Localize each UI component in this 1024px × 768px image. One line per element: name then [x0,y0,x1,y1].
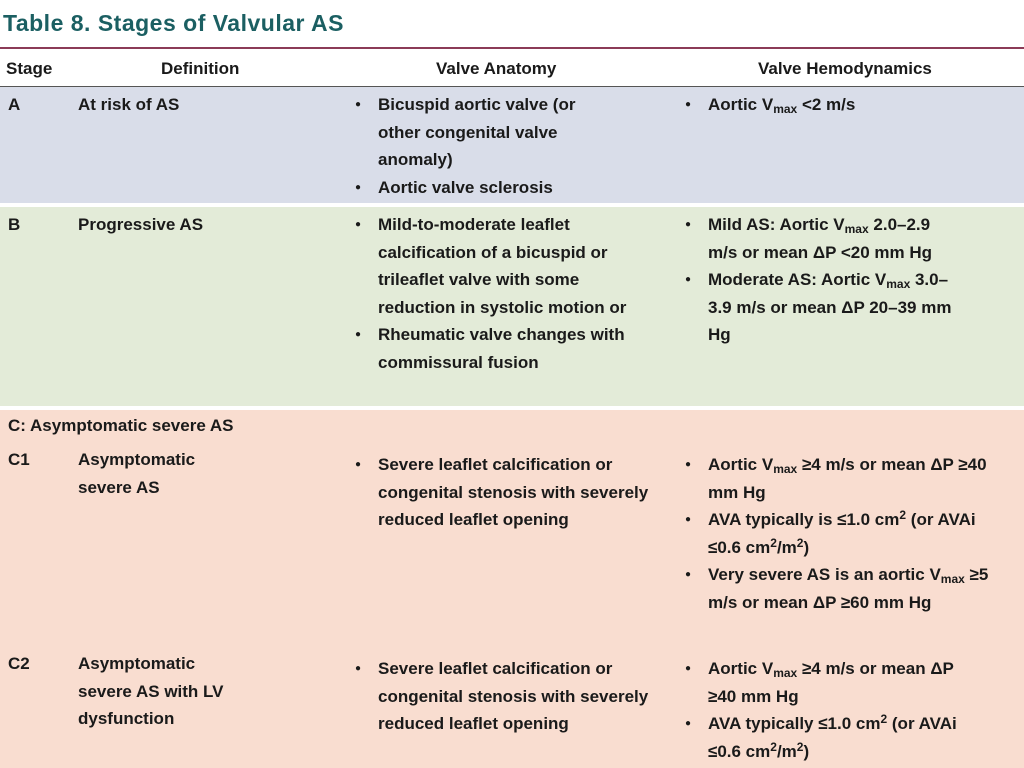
hemodynamics-bullet: ● Aortic $V_{max} \ge 4$ m/s or mean ΔP ≥40 mm Hg [682,655,982,710]
anatomy-cell [352,211,652,376]
anatomy-bullet: ● Rheumatic valve changes with commissural fusion [352,321,652,376]
hemodynamics-bullet: ● Very severe AS is an aortic $V_{max} \ge 5$ m/s or mean ΔP ≥60 mm Hg [682,561,1002,616]
table-header [0,51,1024,86]
hemodynamics-cell [682,91,1002,119]
anatomy-bullet: ● Mild-to-moderate leaflet calcification of a bicuspid or trileaflet valve with some reduction in systolic motion or [352,211,652,321]
table-row-c [0,410,1024,768]
hemodynamics-cell [682,211,952,349]
definition-cell: Progressive AS [78,215,204,234]
header-hemodynamics: Valve Hemodynamics [758,59,932,78]
anatomy-cell [352,655,652,738]
table-row-a [0,87,1024,203]
anatomy-bullet: ● Aortic valve sclerosis [352,174,602,202]
stage-cell: C2 [8,654,30,673]
hemodynamics-bullet: ● Mild AS: Aortic $V_{max}$ 2.0–2.9 m/s or mean ΔP <20 mm Hg [682,211,952,266]
title-rule [0,47,1024,49]
stage-cell: A [8,95,21,114]
table-title: Table 8. Stages of Valvular AS [3,10,344,36]
hemodynamics-cell [682,655,982,765]
hemodynamics-bullet: ● Aortic $V_{max} <2$ m/s [682,91,1002,119]
hemodynamics-bullet: ● AVA typically ≤1.0 $cm^2$ (or AVAi ≤0.6 $cm^2/m^2$) [682,710,982,765]
anatomy-bullet: ● Severe leaflet calcification or congenital stenosis with severely reduced leaflet opening [352,451,652,534]
header-anatomy: Valve Anatomy [436,59,557,78]
anatomy-bullet: ● Bicuspid aortic valve (or other congenital valve anomaly) [352,91,602,174]
hemodynamics-bullet: ● Aortic $V_{max} \ge 4$ m/s or mean ΔP ≥40 mm Hg [682,451,1002,506]
stage-cell: C1 [8,450,30,469]
header-stage: Stage [6,59,53,78]
hemodynamics-bullet: ● Moderate AS: Aortic $V_{max}$ 3.0–3.9 m/s or mean ΔP 20–39 mm Hg [682,266,952,349]
anatomy-bullet: ● Severe leaflet calcification or congenital stenosis with severely reduced leaflet opening [352,655,652,738]
definition-cell: Asymptomatic severe AS [78,450,196,497]
section-heading: C: Asymptomatic severe AS [8,416,234,435]
definition-cell: At risk of AS [78,95,180,114]
stage-cell: B [8,215,21,234]
header-definition: Definition [161,59,240,78]
table-row-b [0,207,1024,406]
anatomy-cell [352,451,652,534]
anatomy-cell [352,91,602,201]
hemodynamics-bullet: ● AVA typically is ≤1.0 $cm^2$ (or AVAi ≤0.6 $cm^2/m^2$) [682,506,1002,561]
definition-cell: Asymptomatic severe AS with LV dysfunction [78,654,224,728]
hemodynamics-cell [682,451,1002,616]
